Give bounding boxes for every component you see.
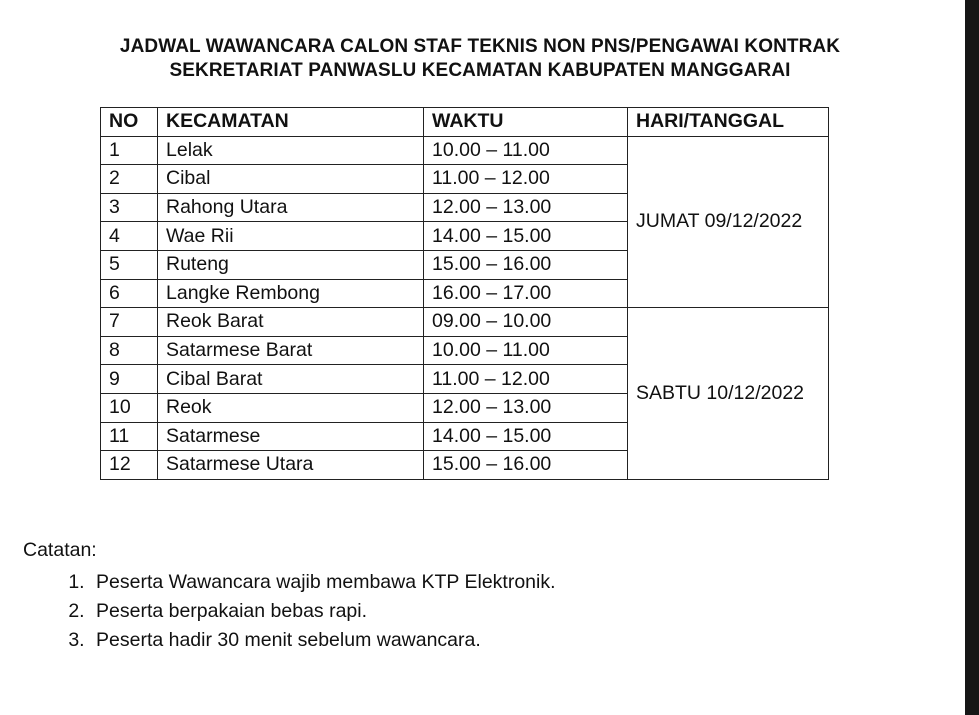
cell-no: 5 — [101, 250, 158, 279]
cell-no: 7 — [101, 308, 158, 337]
cell-no: 2 — [101, 165, 158, 194]
cell-no: 3 — [101, 193, 158, 222]
cell-waktu: 09.00 – 10.00 — [424, 308, 628, 337]
interview-schedule-table — [100, 107, 829, 480]
header-kecamatan: KECAMATAN — [158, 108, 424, 137]
cell-waktu: 14.00 – 15.00 — [424, 222, 628, 251]
cell-kecamatan: Ruteng — [158, 250, 424, 279]
cell-day-saturday: SABTU 10/12/2022 — [628, 308, 829, 480]
cell-no: 6 — [101, 279, 158, 308]
document-title-line-2: SEKRETARIAT PANWASLU KECAMATAN KABUPATEN MANGGARAI — [169, 60, 791, 81]
notes-list — [23, 568, 556, 655]
cell-no: 9 — [101, 365, 158, 394]
cell-waktu: 16.00 – 17.00 — [424, 279, 628, 308]
cell-kecamatan: Wae Rii — [158, 222, 424, 251]
header-hari-tanggal: HARI/TANGGAL — [628, 108, 829, 137]
document-title-line-1: JADWAL WAWANCARA CALON STAF TEKNIS NON PNS/PENGAWAI KONTRAK — [119, 36, 841, 57]
cell-no: 12 — [101, 451, 158, 480]
notes-section — [23, 539, 556, 655]
cell-kecamatan: Cibal — [158, 165, 424, 194]
cell-waktu: 15.00 – 16.00 — [424, 250, 628, 279]
cell-no: 10 — [101, 393, 158, 422]
cell-day-friday: JUMAT 09/12/2022 — [628, 136, 829, 308]
cell-kecamatan: Lelak — [158, 136, 424, 165]
cell-kecamatan: Reok — [158, 393, 424, 422]
cell-kecamatan: Satarmese Utara — [158, 451, 424, 480]
table-header-row — [101, 108, 829, 137]
list-item: 2. Peserta berpakaian bebas rapi. — [90, 597, 556, 626]
cell-waktu: 15.00 – 16.00 — [424, 451, 628, 480]
table-row — [101, 308, 829, 337]
cell-no: 1 — [101, 136, 158, 165]
list-item: 1. Peserta Wawancara wajib membawa KTP Elektronik. — [90, 568, 556, 597]
cell-waktu: 12.00 – 13.00 — [424, 193, 628, 222]
cell-kecamatan: Satarmese — [158, 422, 424, 451]
cell-kecamatan: Cibal Barat — [158, 365, 424, 394]
cell-waktu: 11.00 – 12.00 — [424, 165, 628, 194]
cell-kecamatan: Rahong Utara — [158, 193, 424, 222]
cell-no: 4 — [101, 222, 158, 251]
cell-kecamatan: Satarmese Barat — [158, 336, 424, 365]
cell-waktu: 10.00 – 11.00 — [424, 136, 628, 165]
cell-no: 11 — [101, 422, 158, 451]
list-item: 3. Peserta hadir 30 menit sebelum wawancara. — [90, 626, 556, 655]
header-no: NO — [101, 108, 158, 137]
cell-waktu: 11.00 – 12.00 — [424, 365, 628, 394]
cell-kecamatan: Langke Rembong — [158, 279, 424, 308]
scan-edge — [965, 0, 979, 715]
cell-kecamatan: Reok Barat — [158, 308, 424, 337]
header-waktu: WAKTU — [424, 108, 628, 137]
cell-no: 8 — [101, 336, 158, 365]
cell-waktu: 14.00 – 15.00 — [424, 422, 628, 451]
cell-waktu: 10.00 – 11.00 — [424, 336, 628, 365]
table-row — [101, 136, 829, 165]
notes-title: Catatan: — [23, 539, 97, 561]
cell-waktu: 12.00 – 13.00 — [424, 393, 628, 422]
